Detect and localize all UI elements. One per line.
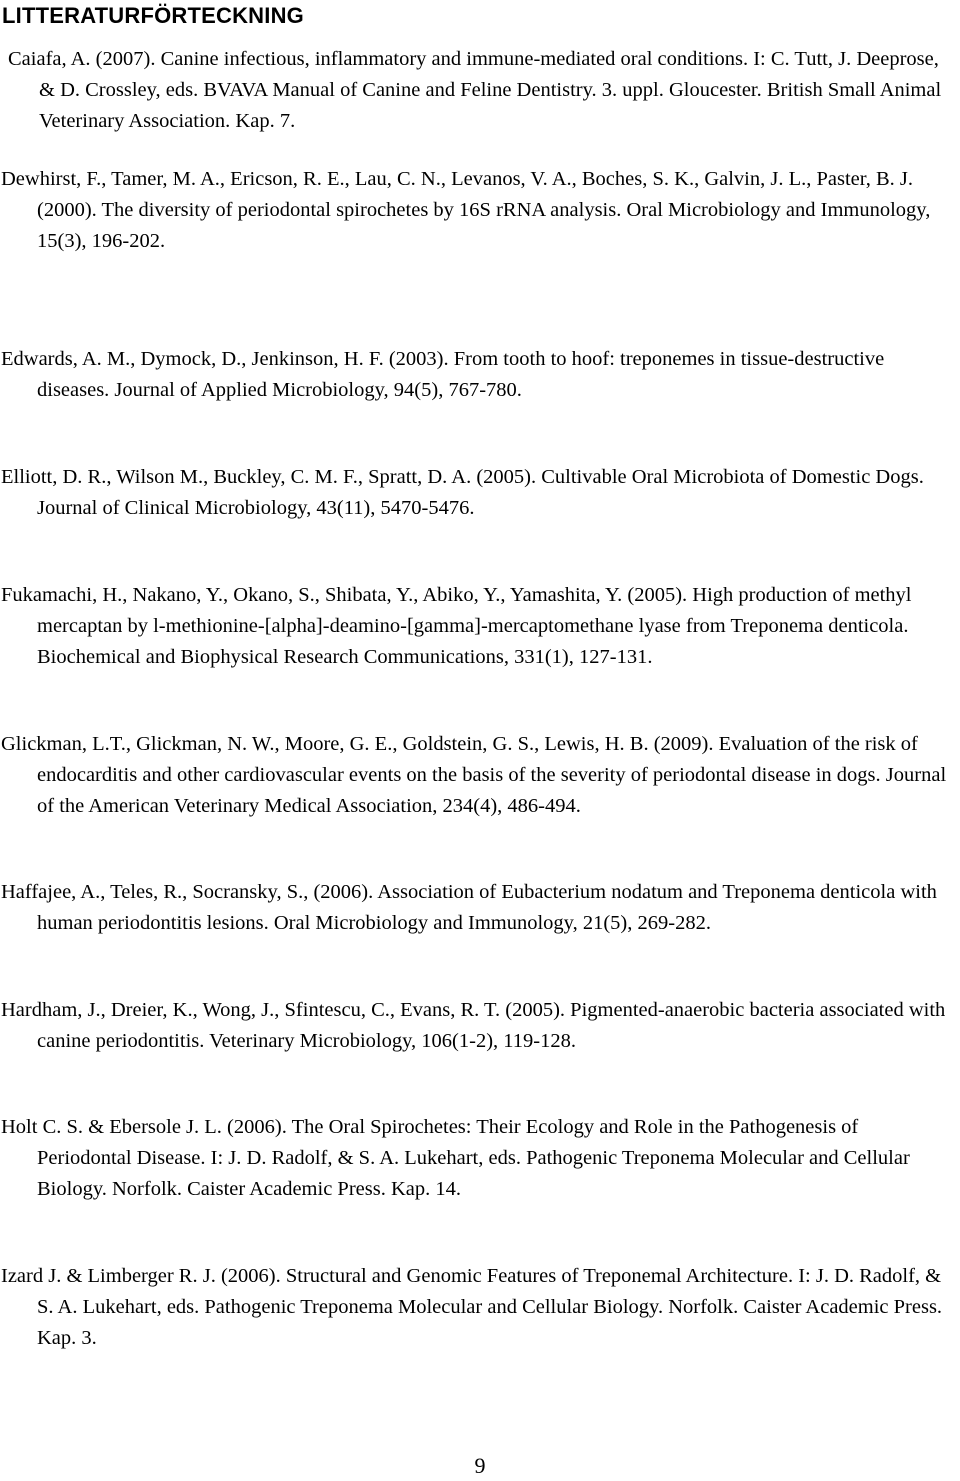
reference-entry-haffajee: Haffajee, A., Teles, R., Socransky, S., (2006). Association of Eubacterium nodatum and Treponema denticola with human periodontitis lesions. Oral Microbiology and Immunology, 21(5), 269-282. (1, 881, 937, 934)
reference-entry-glickman: Glickman, L.T., Glickman, N. W., Moore, G. E., Goldstein, G. S., Lewis, H. B. (2009). Evaluation of the risk of endocarditis and other cardiovascular events on the basis of the severity of periodontal disease in dogs. Journal of the American Veterinary Medical Association, 234(4), 486-494. (1, 733, 947, 817)
reference-entry-caiafa: Caiafa, A. (2007). Canine infectious, inflammatory and immune-mediated oral conditions. I: C. Tutt, J. Deeprose, & D. Crossley, eds. BVAVA Manual of Canine and Feline Dentistry. 3. uppl. Gloucester. British Small Animal Veterinary Association. Kap. 7. (8, 48, 942, 132)
reference-entry-izard: Izard J. & Limberger R. J. (2006). Structural and Genomic Features of Treponemal Architecture. I: J. D. Radolf, & S. A. Lukehart, eds. Pathogenic Treponema Molecular and Cellular Biology. Norfolk. Caister Academic Press. Kap. 3. (1, 1265, 943, 1349)
reference-entry-holt: Holt C. S. & Ebersole J. L. (2006). The Oral Spirochetes: Their Ecology and Role in the Pathogenesis of Periodontal Disease. I: J. D. Radolf, & S. A. Lukehart, eds. Pathogenic Treponema Molecular and Cellular Biology. Norfolk. Caister Academic Press. Kap. 14. (1, 1116, 910, 1200)
reference-entry-fukamachi: Fukamachi, H., Nakano, Y., Okano, S., Shibata, Y., Abiko, Y., Yamashita, Y. (2005). High production of methyl mercaptan by l-methionine-[alpha]-deamino-[gamma]-mercaptomethane lyase from Treponema denticola. Biochemical and Biophysical Research Communications, 331(1), 127-131. (1, 584, 912, 668)
reference-entry-edwards: Edwards, A. M., Dymock, D., Jenkinson, H. F. (2003). From tooth to hoof: treponemes in tissue-destructive diseases. Journal of Applied Microbiology, 94(5), 767-780. (1, 348, 885, 401)
page-heading: LITTERATURFÖRTECKNING (2, 3, 304, 28)
reference-entry-hardham: Hardham, J., Dreier, K., Wong, J., Sfintescu, C., Evans, R. T. (2005). Pigmented-anaerobic bacteria associated with canine periodontitis. Veterinary Microbiology, 106(1-2), 119-128. (1, 999, 946, 1052)
reference-entry-dewhirst: Dewhirst, F., Tamer, M. A., Ericson, R. E., Lau, C. N., Levanos, V. A., Boches, S. K., Galvin, J. L., Paster, B. J. (2000). The diversity of periodontal spirochetes by 16S rRNA analysis. Oral Microbiology and Immunology, 15(3), 196-202. (1, 168, 931, 252)
reference-entry-elliott: Elliott, D. R., Wilson M., Buckley, C. M. F., Spratt, D. A. (2005). Cultivable Oral Microbiota of Domestic Dogs. Journal of Clinical Microbiology, 43(11), 5470-5476. (1, 466, 924, 519)
page-number: 9 (474, 1453, 486, 1478)
